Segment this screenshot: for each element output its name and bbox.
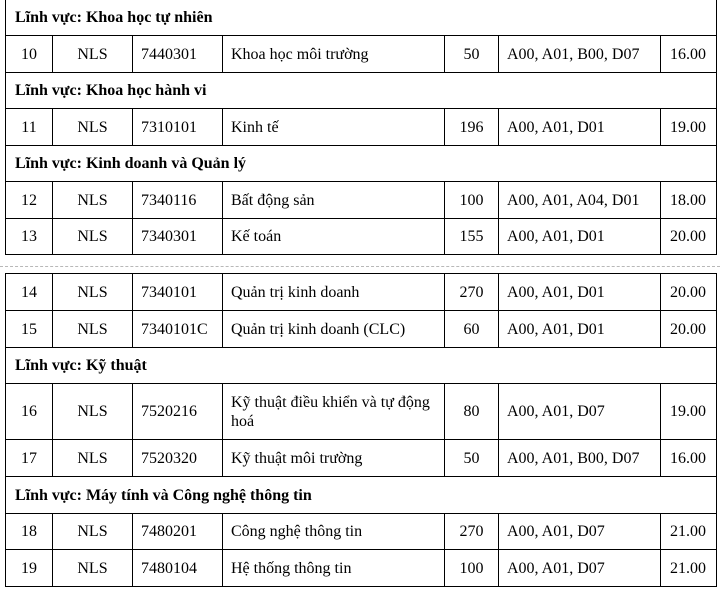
school-code-cell: NLS xyxy=(53,274,133,311)
quota-cell: 155 xyxy=(445,219,499,255)
school-code-cell: NLS xyxy=(53,36,133,73)
score-cell: 16.00 xyxy=(661,36,717,73)
stt-cell: 11 xyxy=(6,109,53,146)
major-code-cell: 7340101 xyxy=(133,274,223,311)
subject-combos-cell: A00, A01, D01 xyxy=(499,311,661,348)
subject-combos-cell: A00, A01, B00, D07 xyxy=(499,440,661,477)
section-label: Lĩnh vực: Kỹ thuật xyxy=(6,348,717,384)
school-code-cell: NLS xyxy=(53,219,133,255)
score-cell: 21.00 xyxy=(661,550,717,587)
quota-cell: 270 xyxy=(445,514,499,550)
quota-cell: 100 xyxy=(445,182,499,219)
subject-combos-cell: A00, A01, D07 xyxy=(499,550,661,587)
subject-combos-cell: A00, A01, B00, D07 xyxy=(499,36,661,73)
major-code-cell: 7340301 xyxy=(133,219,223,255)
section-label: Lĩnh vực: Khoa học hành vi xyxy=(6,73,717,109)
major-code-cell: 7340101C xyxy=(133,311,223,348)
major-name-cell: Kinh tế xyxy=(223,109,445,146)
score-cell: 20.00 xyxy=(661,311,717,348)
major-name-cell: Kế toán xyxy=(223,219,445,255)
score-cell: 20.00 xyxy=(661,219,717,255)
school-code-cell: NLS xyxy=(53,550,133,587)
subject-combos-cell: A00, A01, D07 xyxy=(499,514,661,550)
stt-cell: 19 xyxy=(6,550,53,587)
section-row xyxy=(6,348,717,384)
section-label: Lĩnh vực: Kinh doanh và Quản lý xyxy=(6,146,717,182)
major-name-cell: Bất động sản xyxy=(223,182,445,219)
quota-cell: 60 xyxy=(445,311,499,348)
major-code-cell: 7520216 xyxy=(133,384,223,440)
score-cell: 18.00 xyxy=(661,182,717,219)
stt-cell: 14 xyxy=(6,274,53,311)
section-label: Lĩnh vực: Khoa học tự nhiên xyxy=(6,0,717,36)
stt-cell: 13 xyxy=(6,219,53,255)
stt-cell: 12 xyxy=(6,182,53,219)
major-name-cell: Quản trị kinh doanh xyxy=(223,274,445,311)
major-code-cell: 7340116 xyxy=(133,182,223,219)
quota-cell: 100 xyxy=(445,550,499,587)
major-code-cell: 7480201 xyxy=(133,514,223,550)
major-name-cell: Kỹ thuật điều khiển và tự động hoá xyxy=(223,384,445,440)
major-name-cell: Kỹ thuật môi trường xyxy=(223,440,445,477)
school-code-cell: NLS xyxy=(53,440,133,477)
quota-cell: 196 xyxy=(445,109,499,146)
score-cell: 19.00 xyxy=(661,109,717,146)
major-code-cell: 7520320 xyxy=(133,440,223,477)
quota-cell: 50 xyxy=(445,36,499,73)
table-row xyxy=(6,440,717,477)
major-name-cell: Khoa học môi trường xyxy=(223,36,445,73)
table-row xyxy=(6,109,717,146)
subject-combos-cell: A00, A01, A04, D01 xyxy=(499,182,661,219)
school-code-cell: NLS xyxy=(53,384,133,440)
school-code-cell: NLS xyxy=(53,182,133,219)
section-row xyxy=(6,0,717,36)
stt-cell: 10 xyxy=(6,36,53,73)
major-code-cell: 7480104 xyxy=(133,550,223,587)
major-name-cell: Hệ thống thông tin xyxy=(223,550,445,587)
section-label: Lĩnh vực: Máy tính và Công nghệ thông tin xyxy=(6,477,717,514)
subject-combos-cell: A00, A01, D07 xyxy=(499,384,661,440)
quota-cell: 80 xyxy=(445,384,499,440)
table-row xyxy=(6,182,717,219)
stt-cell: 16 xyxy=(6,384,53,440)
table-row xyxy=(6,384,717,440)
subject-combos-cell: A00, A01, D01 xyxy=(499,219,661,255)
table-row xyxy=(6,550,717,587)
stt-cell: 17 xyxy=(6,440,53,477)
table-row xyxy=(6,311,717,348)
quota-cell: 270 xyxy=(445,274,499,311)
subject-combos-cell: A00, A01, D01 xyxy=(499,109,661,146)
stt-cell: 15 xyxy=(6,311,53,348)
page-break-line xyxy=(0,266,720,267)
score-cell: 21.00 xyxy=(661,514,717,550)
table-row xyxy=(6,36,717,73)
major-code-cell: 7310101 xyxy=(133,109,223,146)
admission-table-part-2 xyxy=(5,273,717,587)
quota-cell: 50 xyxy=(445,440,499,477)
table-row xyxy=(6,514,717,550)
major-name-cell: Công nghệ thông tin xyxy=(223,514,445,550)
score-cell: 19.00 xyxy=(661,384,717,440)
score-cell: 16.00 xyxy=(661,440,717,477)
school-code-cell: NLS xyxy=(53,514,133,550)
stt-cell: 18 xyxy=(6,514,53,550)
section-row xyxy=(6,477,717,514)
school-code-cell: NLS xyxy=(53,311,133,348)
major-name-cell: Quản trị kinh doanh (CLC) xyxy=(223,311,445,348)
section-row xyxy=(6,73,717,109)
table-row xyxy=(6,274,717,311)
section-row xyxy=(6,146,717,182)
major-code-cell: 7440301 xyxy=(133,36,223,73)
subject-combos-cell: A00, A01, D01 xyxy=(499,274,661,311)
table-row xyxy=(6,219,717,255)
score-cell: 20.00 xyxy=(661,274,717,311)
school-code-cell: NLS xyxy=(53,109,133,146)
admission-table-part-1 xyxy=(5,0,717,255)
